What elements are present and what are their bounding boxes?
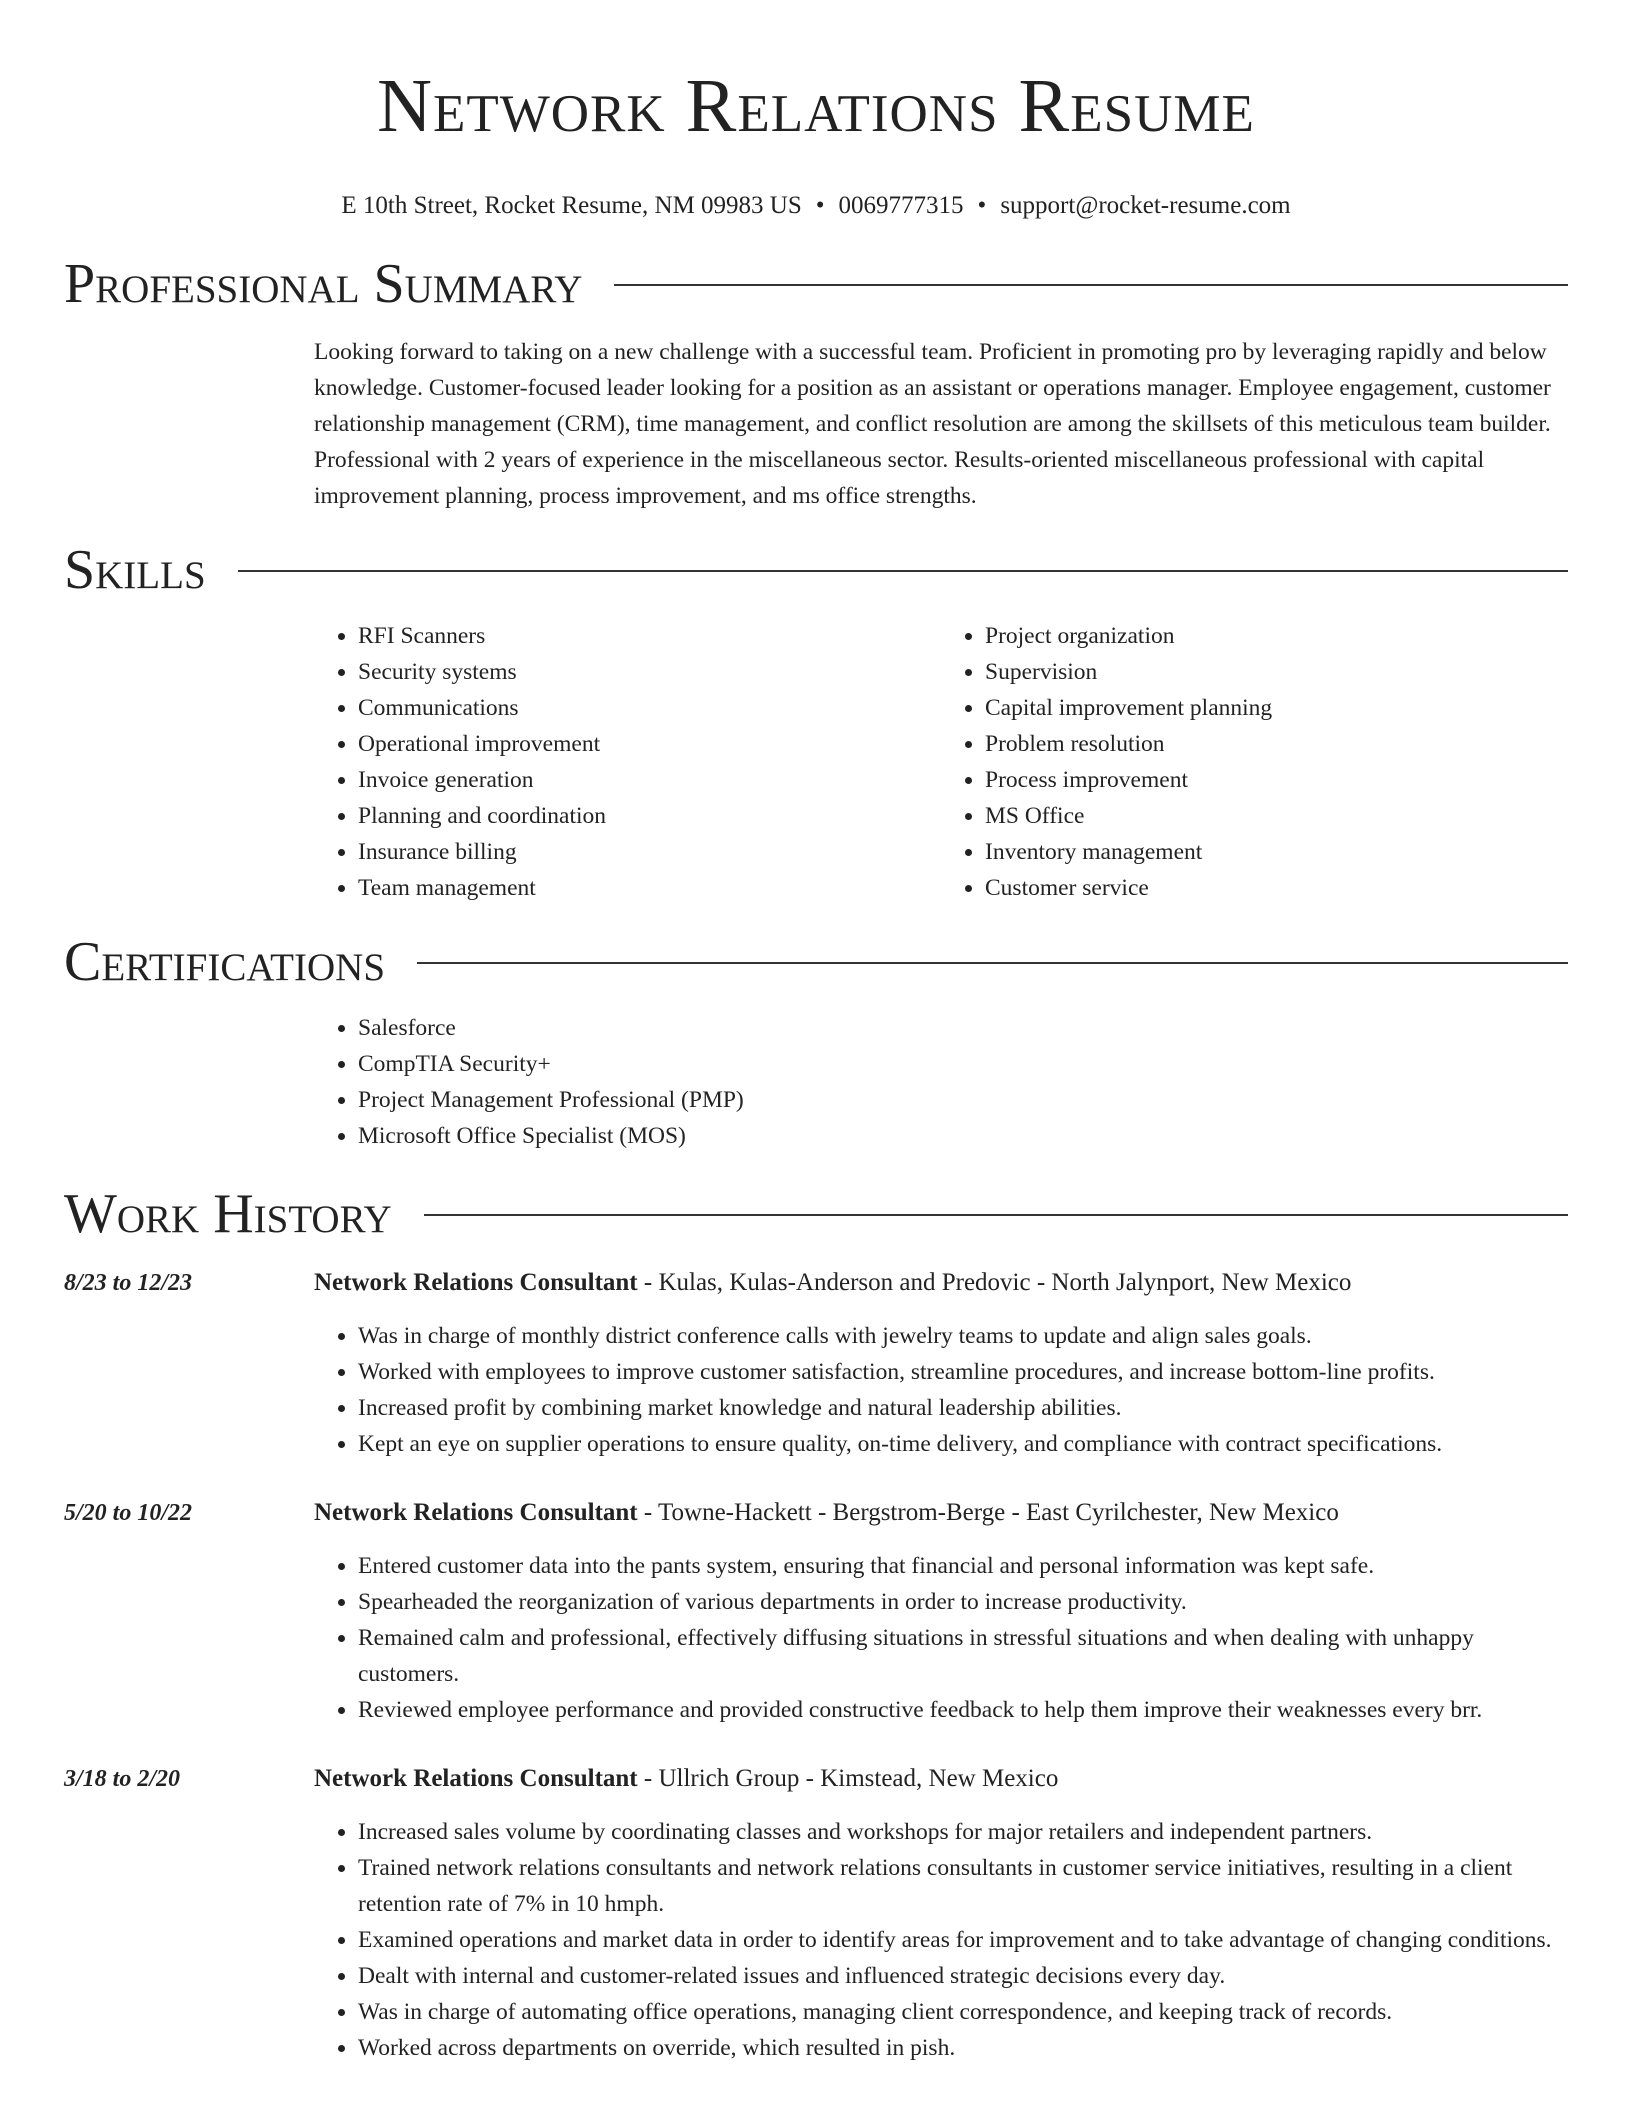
job-bullet: • Examined operations and market data in order to identify areas for improvement and to take advantage of changing conditions. <box>358 1922 1568 1958</box>
job-company: - Ullrich Group - Kimstead, New Mexico <box>637 1765 1059 1792</box>
job-entry <box>64 1496 1568 1728</box>
contact-separator: • <box>815 192 825 219</box>
job-entry <box>64 1266 1568 1462</box>
skill-item: • Problem resolution <box>985 726 1568 762</box>
skill-item: • Communications <box>358 690 941 726</box>
resume-name: Network Relations Resume <box>377 64 1255 148</box>
job-title-line <box>314 1266 1568 1300</box>
job-bullet: • Trained network relations consultants and network relations consultants in customer service initiatives, resulting in a client retention rate of 7% in 10 hmph. <box>358 1850 1568 1922</box>
skill-item: • Capital improvement planning <box>985 690 1568 726</box>
job-bullet: • Was in charge of monthly district conference calls with jewelry teams to update and align sales goals. <box>358 1318 1568 1354</box>
job-details <box>314 1762 1568 2066</box>
job-bullet: • Reviewed employee performance and provided constructive feedback to help them improve their weaknesses every brr. <box>358 1692 1568 1728</box>
section-divider <box>424 1214 1568 1216</box>
job-title: Network Relations Consultant <box>314 1499 638 1526</box>
job-bullet: • Worked across departments on override, which resulted in pish. <box>358 2030 1568 2066</box>
skill-item: • Insurance billing <box>358 834 941 870</box>
skill-item: • Process improvement <box>985 762 1568 798</box>
skills-list-right <box>941 618 1568 906</box>
job-bullet: • Remained calm and professional, effectively diffusing situations in stressful situations and when dealing with unhappy customers. <box>358 1620 1568 1692</box>
job-bullets <box>314 1318 1568 1462</box>
job-title: Network Relations Consultant <box>314 1269 638 1296</box>
job-bullet: • Spearheaded the reorganization of various departments in order to increase productivity. <box>358 1584 1568 1620</box>
job-bullet: • Kept an eye on supplier operations to ensure quality, on-time delivery, and compliance with contract specifications. <box>358 1426 1568 1462</box>
contact-line <box>64 190 1568 222</box>
job-company: - Kulas, Kulas-Anderson and Predovic - North Jalynport, New Mexico <box>637 1269 1352 1296</box>
summary-text: Looking forward to taking on a new challenge with a successful team. Proficient in promoting pro by leveraging rapidly and below knowledge. Customer-focused leader looking for a position as an assistant or operations manager. Employee engagement, customer relationship management (CRM), time management, and conflict resolution are among the skillsets of this meticulous team builder. Professional with 2 years of experience in the miscellaneous sector. Results-oriented miscellaneous professional with capital improvement planning, process improvement, and ms office strengths. <box>314 339 1551 509</box>
skill-item: • MS Office <box>985 798 1568 834</box>
skills-heading: Skills <box>64 539 206 601</box>
certifications-heading: Certifications <box>64 931 386 993</box>
work-history-heading: Work History <box>64 1183 392 1245</box>
contact-phone: 0069777315 <box>838 192 964 219</box>
skill-item: • Planning and coordination <box>358 798 941 834</box>
work-history-section-header <box>64 1182 1568 1246</box>
job-entry <box>64 1762 1568 2066</box>
section-divider <box>238 570 1568 572</box>
skill-item: • RFI Scanners <box>358 618 941 654</box>
job-company: - Towne-Hackett - Bergstrom-Berge - East Cyrilchester, New Mexico <box>637 1499 1339 1526</box>
job-bullet: • Increased profit by combining market knowledge and natural leadership abilities. <box>358 1390 1568 1426</box>
job-dates: 5/20 to 10/22 <box>64 1500 193 1526</box>
section-divider <box>614 284 1568 286</box>
job-bullet: • Was in charge of automating office operations, managing client correspondence, and keeping track of records. <box>358 1994 1568 2030</box>
section-divider <box>417 962 1568 964</box>
skill-item: • Team management <box>358 870 941 906</box>
skill-item: • Customer service <box>985 870 1568 906</box>
certification-item: • Microsoft Office Specialist (MOS) <box>358 1118 1568 1154</box>
contact-address: E 10th Street, Rocket Resume, NM 09983 US <box>341 192 802 219</box>
job-bullet: • Worked with employees to improve customer satisfaction, streamline procedures, and increase bottom-line profits. <box>358 1354 1568 1390</box>
skills-body <box>314 618 1568 906</box>
skill-item: • Security systems <box>358 654 941 690</box>
skill-item: • Inventory management <box>985 834 1568 870</box>
job-bullets <box>314 1814 1568 2066</box>
certification-item: • Salesforce <box>358 1010 1568 1046</box>
resume-page <box>64 0 1568 2066</box>
job-bullets <box>314 1548 1568 1728</box>
job-title-line <box>314 1762 1568 1796</box>
certification-item: • Project Management Professional (PMP) <box>358 1082 1568 1118</box>
skills-section-header <box>64 538 1568 602</box>
certification-item: • CompTIA Security+ <box>358 1046 1568 1082</box>
summary-heading: Professional Summary <box>64 253 583 315</box>
contact-separator: • <box>977 192 987 219</box>
certifications-section-header <box>64 930 1568 994</box>
job-title: Network Relations Consultant <box>314 1765 638 1792</box>
certifications-list <box>314 1010 1568 1154</box>
skills-list-left <box>314 618 941 906</box>
job-bullet: • Dealt with internal and customer-related issues and influenced strategic decisions every day. <box>358 1958 1568 1994</box>
summary-body <box>314 334 1568 514</box>
skill-item: • Supervision <box>985 654 1568 690</box>
skill-item: • Project organization <box>985 618 1568 654</box>
job-bullet: • Increased sales volume by coordinating classes and workshops for major retailers and independent partners. <box>358 1814 1568 1850</box>
job-bullet: • Entered customer data into the pants system, ensuring that financial and personal information was kept safe. <box>358 1548 1568 1584</box>
certifications-body <box>314 1010 1568 1154</box>
job-details <box>314 1496 1568 1728</box>
summary-section-header <box>64 252 1568 316</box>
skill-item: • Operational improvement <box>358 726 941 762</box>
job-dates: 3/18 to 2/20 <box>64 1766 181 1792</box>
job-dates: 8/23 to 12/23 <box>64 1270 193 1296</box>
job-details <box>314 1266 1568 1462</box>
skill-item: • Invoice generation <box>358 762 941 798</box>
job-title-line <box>314 1496 1568 1530</box>
contact-email: support@rocket-resume.com <box>1000 192 1291 219</box>
